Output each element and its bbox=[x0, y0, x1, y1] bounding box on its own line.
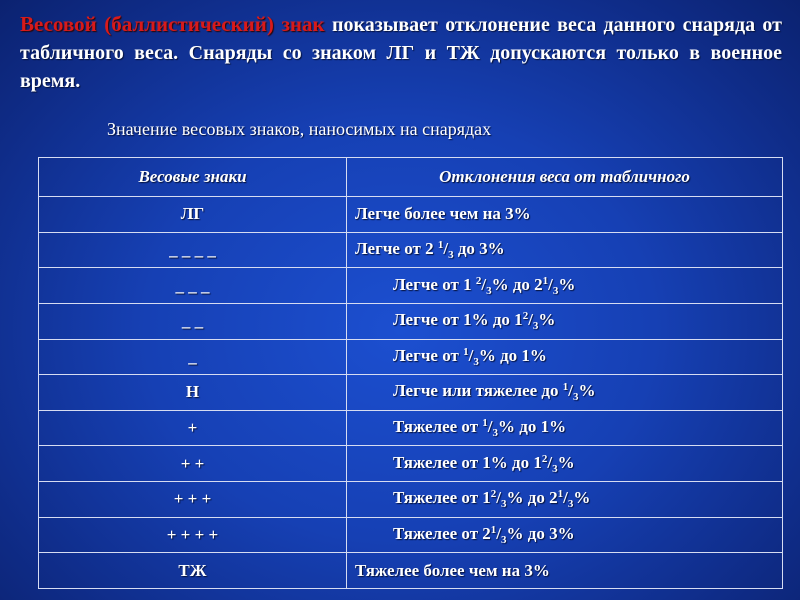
sign-cell: _ _ bbox=[39, 303, 347, 339]
deviation-cell: Тяжелее от $^1/_3\%$ до 1% bbox=[347, 410, 783, 446]
table-row bbox=[39, 553, 783, 589]
sign-cell: _ _ _ bbox=[39, 268, 347, 304]
table-row bbox=[39, 410, 783, 446]
header-deviation: Отклонения веса от табличного bbox=[347, 158, 783, 197]
deviation-cell: Легче от $^1/_3\%$ до 1% bbox=[347, 339, 783, 375]
table-caption: Значение весовых знаков, наносимых на снарядах bbox=[107, 119, 492, 139]
deviation-cell: Легче или тяжелее до $^1/_3\%$ bbox=[347, 375, 783, 411]
deviation-cell: Легче от 1 $^2/_3\%$ до $2^1/_3\%$ bbox=[347, 268, 783, 304]
sign-cell: + + + + bbox=[39, 517, 347, 553]
sign-cell: _ _ _ _ bbox=[39, 232, 347, 268]
sign-cell: + + + bbox=[39, 482, 347, 518]
sign-cell: _ bbox=[39, 339, 347, 375]
table-row bbox=[39, 482, 783, 518]
table-row bbox=[39, 517, 783, 553]
table-row bbox=[39, 197, 783, 233]
table-row bbox=[39, 339, 783, 375]
deviation-cell: Легче более чем на 3% bbox=[347, 197, 783, 233]
deviation-cell: Легче от 2 $^1/_3$ до 3% bbox=[347, 232, 783, 268]
weight-signs-table bbox=[38, 157, 783, 589]
intro-text: показывает отклонение веса данного снаряда от табличного веса. Снаряды со знаком ЛГ и ТЖ допускаются только в военное время. bbox=[20, 14, 782, 92]
table-row bbox=[39, 268, 783, 304]
table-row bbox=[39, 375, 783, 411]
deviation-cell: Тяжелее от $2^1/_3\%$ до 3% bbox=[347, 517, 783, 553]
sign-cell: ЛГ bbox=[39, 197, 347, 233]
table-row bbox=[39, 232, 783, 268]
header-signs: Весовые знаки bbox=[39, 158, 347, 197]
sign-cell: + bbox=[39, 410, 347, 446]
deviation-cell: Легче от 1% до $1^2/_3\%$ bbox=[347, 303, 783, 339]
table-row bbox=[39, 446, 783, 482]
intro-paragraph bbox=[20, 10, 782, 95]
intro-term: Весовой (баллистический) знак bbox=[20, 12, 325, 36]
sign-cell: Н bbox=[39, 375, 347, 411]
sign-cell: ТЖ bbox=[39, 553, 347, 589]
table-header-row bbox=[39, 158, 783, 197]
deviation-cell: Тяжелее от 1% до $1^2/_3\%$ bbox=[347, 446, 783, 482]
sign-cell: + + bbox=[39, 446, 347, 482]
deviation-cell: Тяжелее более чем на 3% bbox=[347, 553, 783, 589]
table-row bbox=[39, 303, 783, 339]
deviation-cell: Тяжелее от $1^2/_3\%$ до $2^1/_3\%$ bbox=[347, 482, 783, 518]
